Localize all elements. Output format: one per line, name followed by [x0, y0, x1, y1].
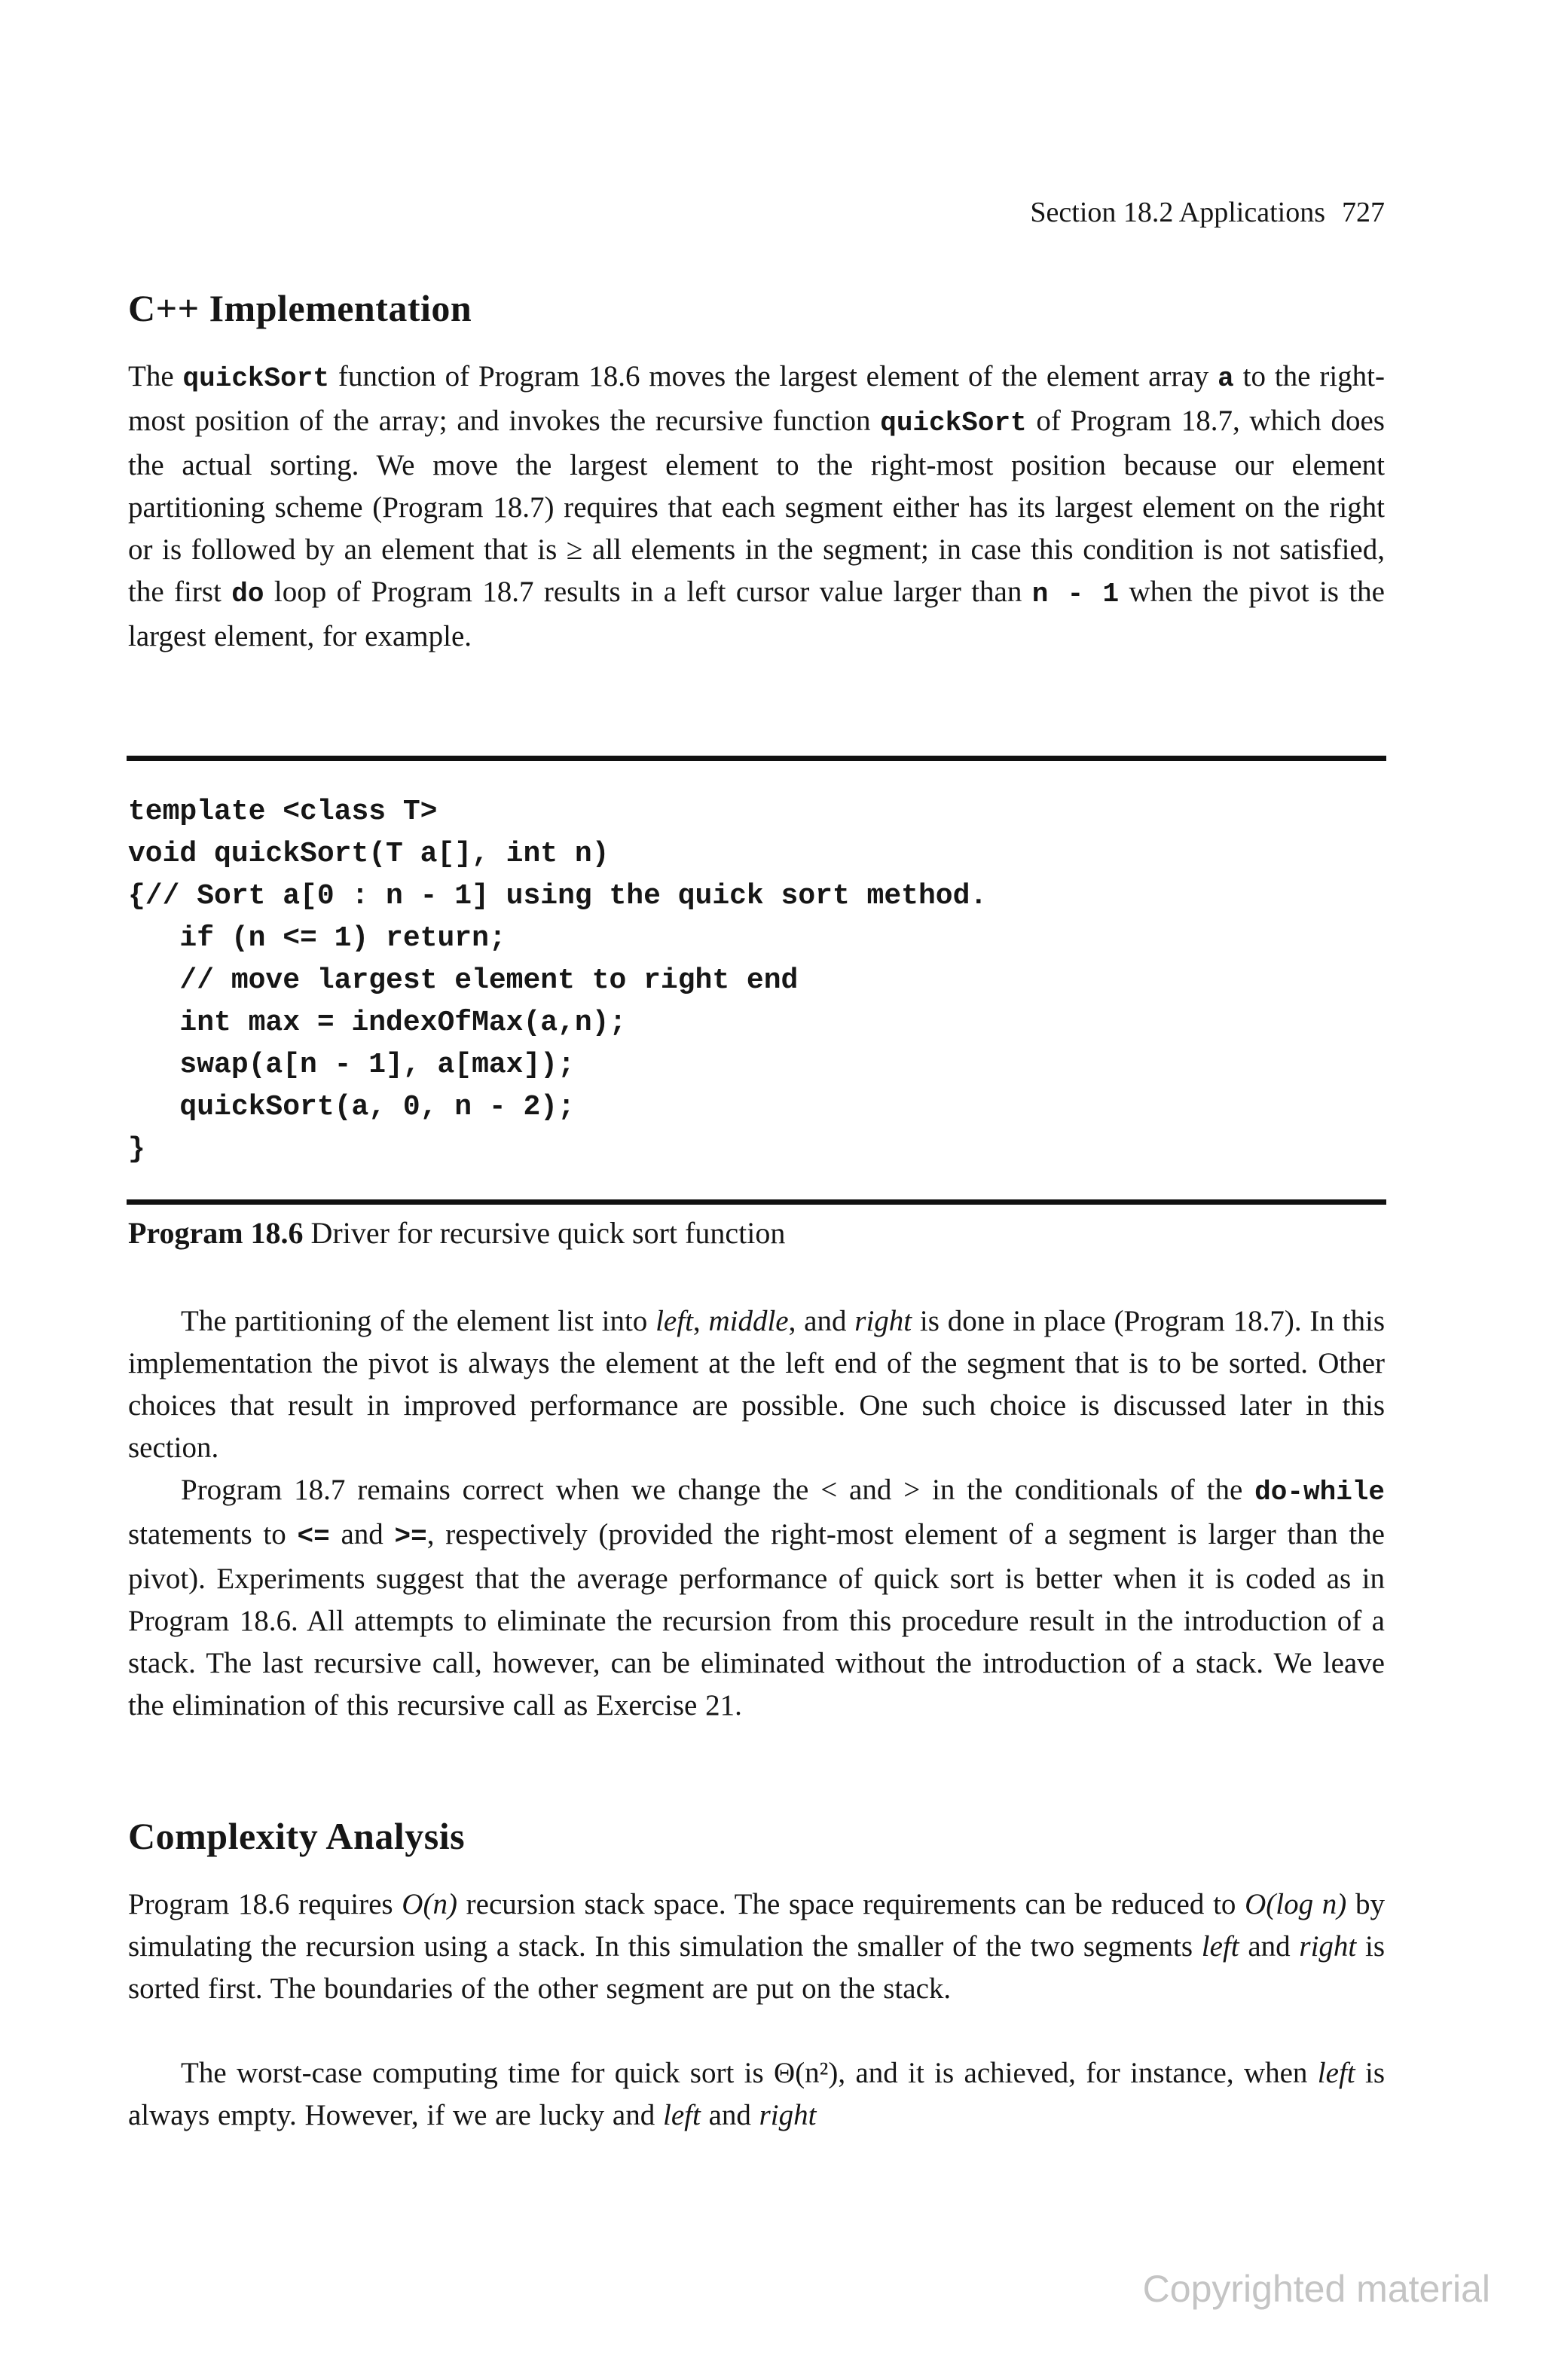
code-line: // move largest element to right end: [128, 964, 799, 997]
running-head: [1030, 196, 1385, 229]
section-heading-complexity-analysis: Complexity Analysis: [128, 1815, 466, 1857]
running-title: Section 18.2 Applications: [1030, 197, 1325, 228]
program-caption: [128, 1215, 785, 1251]
page-number: 727: [1342, 197, 1385, 228]
code-line: quickSort(a, 0, n - 2);: [128, 1091, 575, 1123]
complexity-paragraph: Program 18.6 requires O(n) recursion stack space. The space requirements can be reduced to O(log n) by simulating the recursion using a stack. In this simulation the smaller of the two segments left and right is sorted first. The boundaries of the other segment are put on the stack.: [128, 1888, 1386, 2005]
program-top-rule: [127, 756, 1386, 761]
code-line: template <class T>: [128, 796, 438, 828]
copyright-watermark: Copyrighted material: [1142, 2268, 1490, 2310]
code-line: swap(a[n - 1], a[max]);: [128, 1049, 575, 1081]
code-line: int max = indexOfMax(a,n);: [128, 1007, 627, 1039]
caption-text: Driver for recursive quick sort function: [303, 1216, 786, 1250]
code-line: void quickSort(T a[], int n): [128, 838, 610, 870]
section-heading-cpp-implementation: C++ Implementation: [128, 287, 472, 329]
partitioning-paragraph: The partitioning of the element list into left, middle, and right is done in place (Program 18.7). In this implementation the pivot is always the element at the left end of the segment that is to be sorted. Other choices that result in improved performance are possible. One such choice is discussed later in this section.: [128, 1305, 1386, 1464]
code-line: {// Sort a[0 : n - 1] using the quick sort method.: [128, 880, 988, 912]
program-code-listing: [128, 791, 987, 1171]
worst-case-paragraph: The worst-case computing time for quick sort is Θ(n²), and it is achieved, for instance, when left is always empty. However, if we are lucky and left and right: [128, 2057, 1385, 2131]
caption-label: Program 18.6: [128, 1216, 304, 1250]
program-bottom-rule: [127, 1199, 1386, 1205]
code-line: }: [128, 1133, 145, 1166]
code-line: if (n <= 1) return;: [128, 922, 506, 955]
cpp-implementation-paragraph: The quickSort function of Program 18.6 moves the largest element of the element array a to the right-most position of the array; and invokes the recursive function quickSort of Program 18.7, which does the actual sorting. We move the largest element to the right-most position because our element partitioning scheme (Program 18.7) requires that each segment either has its largest element on the right or is followed by an element that is ≥ all elements in the segment; in case this condition is not satisfied, the first do loop of Program 18.7 results in a left cursor value larger than n - 1 when the pivot is the largest element, for example.: [128, 360, 1385, 652]
correctness-paragraph: Program 18.7 remains correct when we change the < and > in the conditionals of the do-while statements to <= and >=, respectively (provided the right-most element of a segment is larger than the pivot). Experiments suggest that the average performance of quick sort is better when it is coded as in Program 18.6. All attempts to eliminate the recursion from this procedure result in the introduction of a stack. The last recursive call, however, can be eliminated without the introduction of a stack. We leave the elimination of this recursive call as Exercise 21.: [128, 1474, 1385, 1722]
